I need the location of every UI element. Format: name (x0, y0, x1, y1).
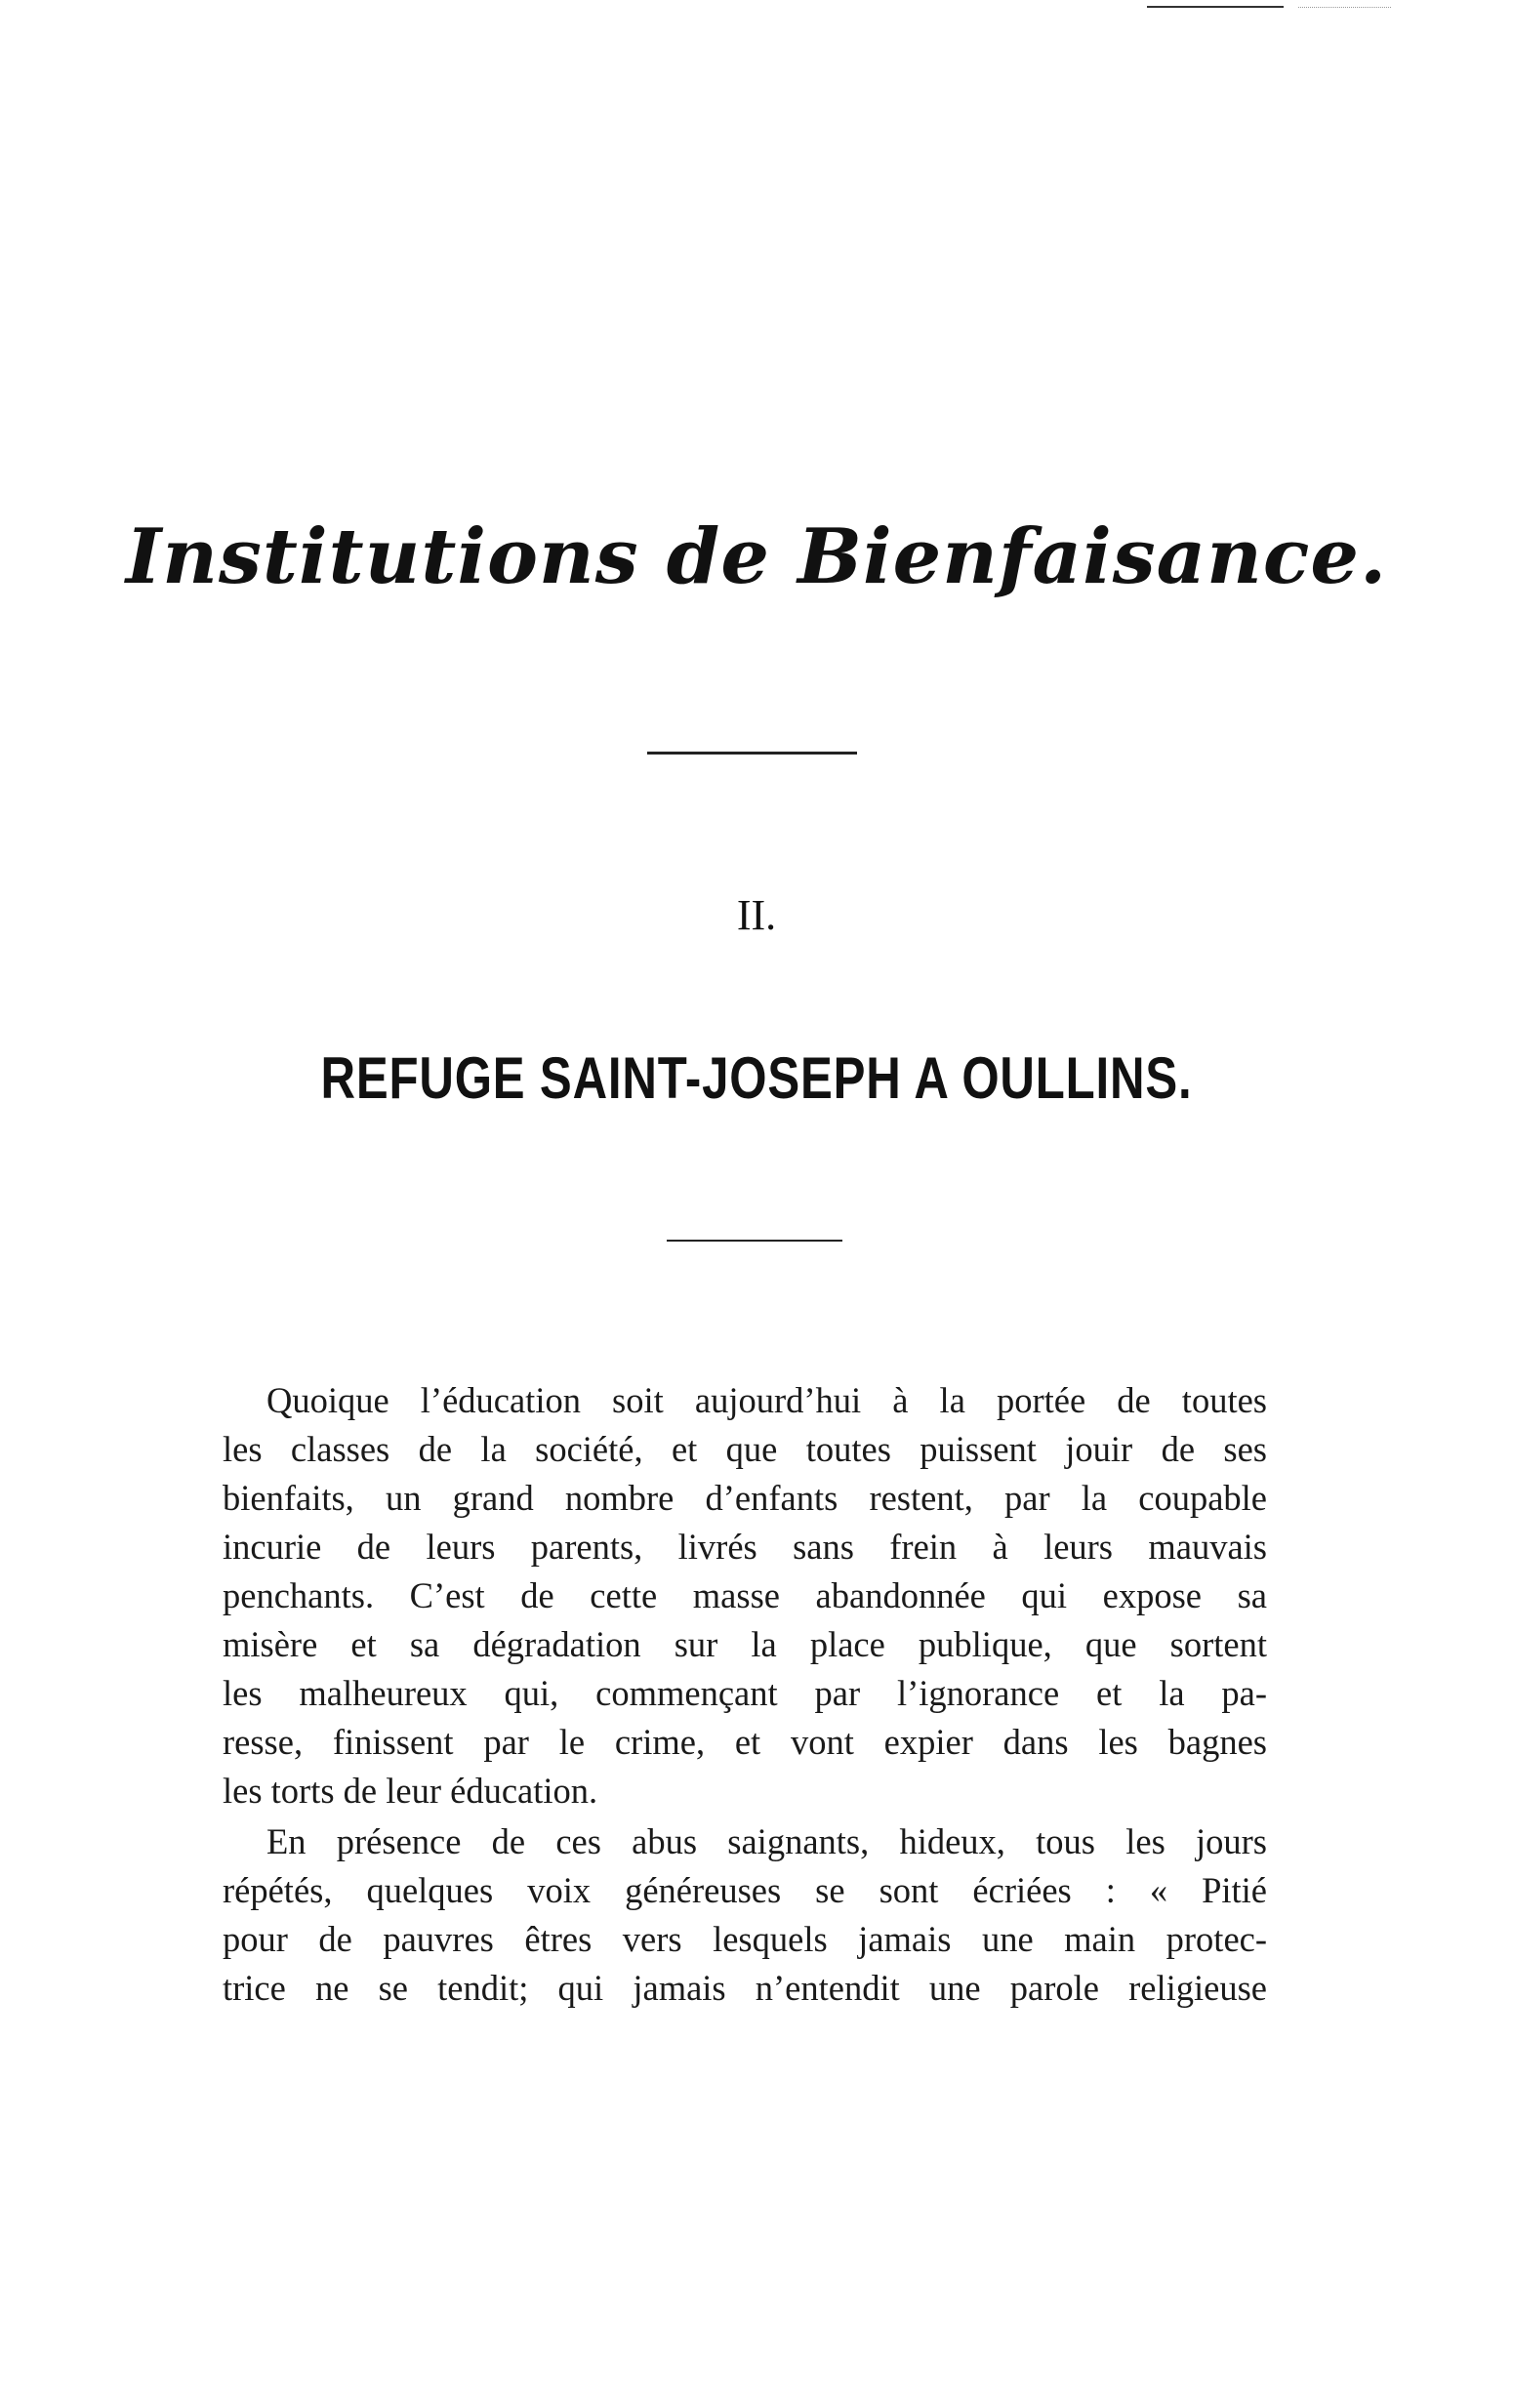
top-edge-rule-faint (1298, 7, 1391, 8)
text-line: les classes de la société, et que toutes puissent jouir de ses (223, 1429, 1267, 1469)
text-line: penchants. C’est de cette masse abandonnée qui expose sa (223, 1575, 1267, 1615)
paragraph (223, 1376, 1267, 1816)
text-line: trice ne se tendit; qui jamais n’entendit une parole religieuse (223, 1968, 1267, 2008)
subtitle-divider (667, 1240, 842, 1242)
text-line: misère et sa dégradation sur la place publique, que sortent (223, 1624, 1267, 1664)
text-line: répétés, quelques voix généreuses se sont écriées : « Pitié (223, 1870, 1267, 1910)
text-line: Quoique l’éducation soit aujourd’hui à la portée de toutes (266, 1380, 1267, 1420)
text-line: En présence de ces abus saignants, hideux, tous les jours (266, 1821, 1267, 1861)
section-title: Institutions de Bienfaisance. (125, 512, 1388, 601)
chapter-numeral: II. (736, 891, 777, 939)
paragraph (223, 1817, 1267, 2013)
title-divider (647, 752, 857, 755)
top-edge-rule (1147, 6, 1284, 8)
text-line: les malheureux qui, commençant par l’ignorance et la pa- (223, 1673, 1267, 1713)
text-line: les torts de leur éducation. (223, 1771, 598, 1811)
chapter-subtitle: REFUGE SAINT-JOSEPH A OULLINS. (320, 1045, 1193, 1111)
text-line: resse, finissent par le crime, et vont expier dans les bagnes (223, 1722, 1267, 1762)
text-line: incurie de leurs parents, livrés sans frein à leurs mauvais (223, 1527, 1267, 1567)
text-line: bienfaits, un grand nombre d’enfants restent, par la coupable (223, 1478, 1267, 1518)
body-text (223, 1376, 1267, 2013)
text-line: pour de pauvres êtres vers lesquels jamais une main protec- (223, 1919, 1267, 1959)
